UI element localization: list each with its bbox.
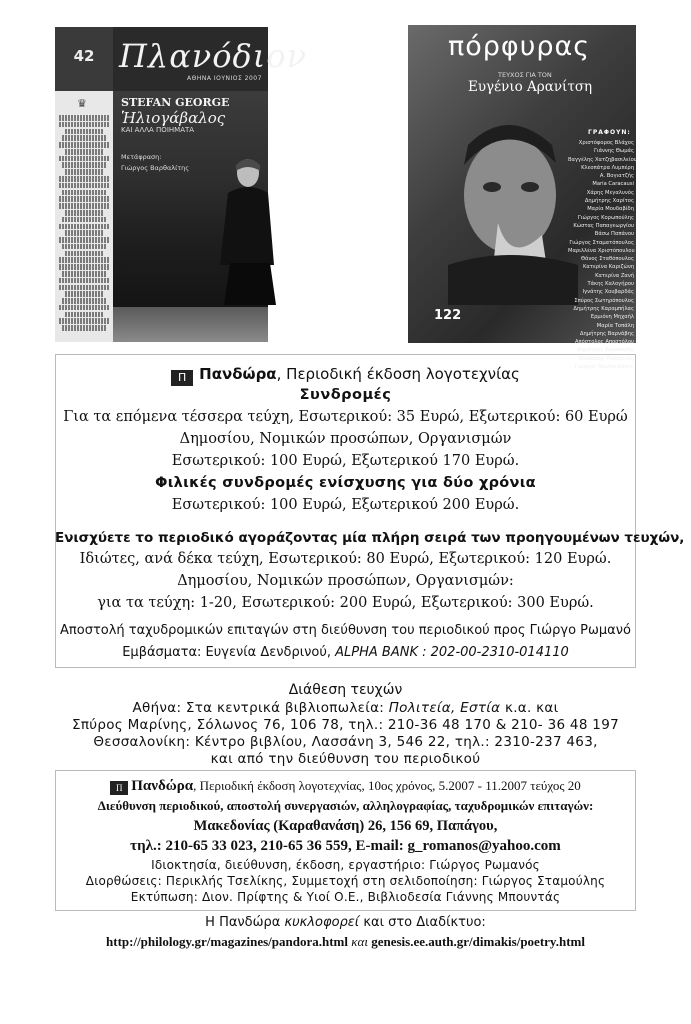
contributor-item: Βαγγέλης Χατζηβασιλείου [568,156,637,163]
table-of-contents [55,91,113,342]
subscription-title [55,365,636,386]
colophon-line-2: Διεύθυνση περιοδικού, αποστολή συνεργασιών, αλληλογραφίας, ταχυδρομικών επιταγών: [97,798,594,813]
distribution-line-4: και από την διεύθυνση του περιοδικού [210,751,481,767]
brand-name: Πανδώρα [131,778,194,794]
distribution-line-3: Θεσσαλονίκη: Κέντρο βιβλίου, Λασσάνη 3, 546 22, τηλ.: 2310-237 463, [93,734,598,750]
online-circulates: κυκλοφορεί [284,915,360,930]
philology-link[interactable]: http://philology.gr/magazines/pandora.html [106,934,348,949]
colophon-line-7: Εκτύπωση: Διον. Πρίφτης & Υιοί Ο.Ε., Βιβλιοδεσία Γιάννης Μπουντάς [130,890,561,904]
support-heading: Φιλικές συνδρομές ενίσχυσης για δύο χρόνια [155,475,536,491]
contributor-item: Α. Βογιατζής [599,173,634,180]
translator-name: Γιώργος Βαρθαλίτης [121,164,190,172]
subscription-line-3: Εσωτερικού: 100 Ευρώ, Εξωτερικού 170 Ευρώ. [171,453,520,469]
pandora-logo-icon: Π [110,781,128,795]
online-tail: και στο Διαδίκτυο: [363,915,486,930]
subscription-line-8: Αποστολή ταχυδρομικών επιταγών στη διεύθυνση του περιοδικού προς Γιώργο Ρωμανό [60,623,631,638]
online-brand: Η Πανδώρα [205,915,281,930]
subscription-line-9 [55,645,636,660]
cover-planodion [55,27,308,342]
featured-work: Ἡλιογάβαλος [121,109,226,127]
contributor-item: Maria Caracausi [592,181,634,188]
contributor-item: Ιγνάτης Χουβαρδάς [582,289,634,296]
featured-author: STEFAN GEORGE [121,96,230,109]
colophon-phones: τηλ.: 210-65 33 023, 210-65 36 559, [130,838,352,854]
contributor-item: Μαρία Τοπάλη [596,322,634,329]
contributor-item: Γιώργος Σταματόπουλος [569,239,634,246]
colophon-line-1 [55,778,636,795]
magazine-title: πόρφυρας [448,31,591,62]
contributor-item: Τάκης Καλογήρου [587,281,634,288]
distribution-bookstores: Πολιτεία, Εστία [388,700,501,716]
distribution-athens: Αθήνα: Στα κεντρικά βιβλιοπωλεία: [132,700,385,716]
colophon-line-6: Διορθώσεις: Περικλής Τσελίκης, Συμμετοχή στη σελιδοποίηση: Γιώργος Σταμούλης [85,874,606,888]
translator-label: Μετάφραση: [121,153,162,161]
subscription-line-1: Για τα επόμενα τέσσερα τεύχη, Εσωτερικού: 35 Ευρώ, Εξωτερικού: 60 Ευρώ [63,409,628,425]
contributor-item: Βάσω Παπάνου [594,231,634,238]
contributor-item: Χριστόφορος Βλάχος [578,140,634,146]
toc-lines [59,115,109,332]
genesis-link[interactable]: genesis.ee.auth.gr/dimakis/poetry.html [371,934,585,949]
online-line-1 [55,915,636,930]
contributor-item: Κατερίνα Ζανή [595,272,634,279]
contributor-item: Ερμιόνη Μηχαήλ [590,314,634,321]
cover-porfyras [408,25,637,371]
colophon-address: Μακεδονίας (Καραθανάση) 26, 156 69, Παπάγου, [193,818,498,834]
contributor-item: Γιώργος Κορωπούλης [577,214,634,221]
contributor-item: Γιώργος Μουλουδάκης [574,364,634,371]
brand-name: Πανδώρα [199,365,277,383]
contributor-item: Θάνος Σταθόπουλος [580,256,634,263]
issue-number: 42 [73,47,95,65]
subscription-line-2: Δημοσίου, Νομικών προσώπων, Οργανισμών [179,431,512,447]
distribution-line-2: Σπύρος Μαρίνης, Σόλωνος 76, 106 78, τηλ.: 210-36 48 170 & 210- 36 48 197 [72,717,619,733]
bank-account: ALPHA BANK : 202-00-2310-014110 [335,645,569,660]
contributor-item: Δημήτρης Βαρνάβης [579,330,634,337]
contributor-item: Δημήτρης Χαρίτος [584,198,634,205]
issue-number: 122 [434,308,462,323]
contributor-item: Δημήτρης Καλοκύρης [577,347,634,354]
subscription-line-5: Ιδιώτες, ανά δέκα τεύχη, Εσωτερικού: 80 Ευρώ, Εξωτερικού: 120 Ευρώ. [79,551,612,567]
featured-subtitle: ΚΑΙ ΑΛΛΑ ΠΟΙΗΜΑΤΑ [121,126,195,134]
brand-tail: , Περιοδική έκδοση λογοτεχνίας [276,365,520,383]
distribution-heading: Διάθεση τευχών [288,682,403,698]
colophon-line-1-tail: , Περιοδική έκδοση λογοτεχνίας, 10ος χρόνος, 5.2007 - 11.2007 τεύχος 20 [193,778,581,793]
issue-date: ΑΘΗΝΑ ΙΟΥΝΙΟΣ 2007 [187,75,262,82]
online-links [55,934,636,950]
colophon-email[interactable]: E-mail: g_romanos@yahoo.com [355,838,561,854]
distribution-etc: κ.α. και [504,700,559,716]
photo-floor [113,307,268,342]
back-issues-heading: Ενισχύετε το περιοδικό αγοράζοντας μία πλήρη σειρά των προηγουμένων τευχών, [55,530,685,546]
distribution-line-1 [55,700,636,716]
colophon-contact [55,838,636,855]
contributor-item: Χάρης Μεγαλυνός [586,189,634,196]
contributors-list [568,139,637,371]
seated-figure-illustration [210,155,280,305]
contributor-item: Σπύρος Σωτηρόπουλος [574,297,634,304]
contributor-item: Θεοδόσης Πυλαρινός [578,355,634,362]
contributor-item: Δημήτρης Καραμπήλας [573,305,634,312]
subscriptions-heading: Συνδρομές [299,387,392,403]
subscription-line-6: Δημοσίου, Νομικών προσώπων, Οργανισμών: [177,573,514,589]
portrait-illustration [448,115,578,305]
contributor-item: Γιάννης Θωμάς [593,148,634,155]
contributor-item: Κατερίνα Καριζώνη [583,264,634,271]
contributor-item: Μαριλλένα Χριστόπουλου [568,247,635,254]
issue-subtitle: ΤΕΥΧΟΣ ΓΙΑ ΤΟΝ [498,71,552,79]
pandora-logo-icon: Π [171,370,193,386]
contributors-heading: ΓΡΑΦΟΥΝ: [588,129,631,136]
contributor-item: Κλεοπάτρα Λυμπέρη [581,164,634,171]
subscription-line-4: Εσωτερικού: 100 Ευρώ, Εξωτερικού 200 Ευρώ. [171,497,520,513]
magazine-title: Πλανόδιον [119,37,308,75]
contributor-item: Μαρία Μουδαβίδη [587,206,634,213]
subscription-line-7: για τα τεύχη: 1-20, Εσωτερικού: 200 Ευρώ, Εξωτερικού: 300 Ευρώ. [97,595,594,611]
contributor-item: Απόστολος Αποστόλου [574,339,634,346]
remittance-label: Εμβάσματα: Ευγενία Δενδρινού, [122,645,332,660]
featured-name: Ευγένιο Αρανίτση [468,79,593,95]
and-word: και [351,934,368,949]
contributor-item: Κώστας Παπαγεωργίου [573,222,634,229]
colophon-line-5: Ιδιοκτησία, διεύθυνση, έκδοση, εργαστήριο: Γιώργος Ρωμανός [151,858,540,872]
publisher-emblem-icon: ♛ [77,97,87,110]
